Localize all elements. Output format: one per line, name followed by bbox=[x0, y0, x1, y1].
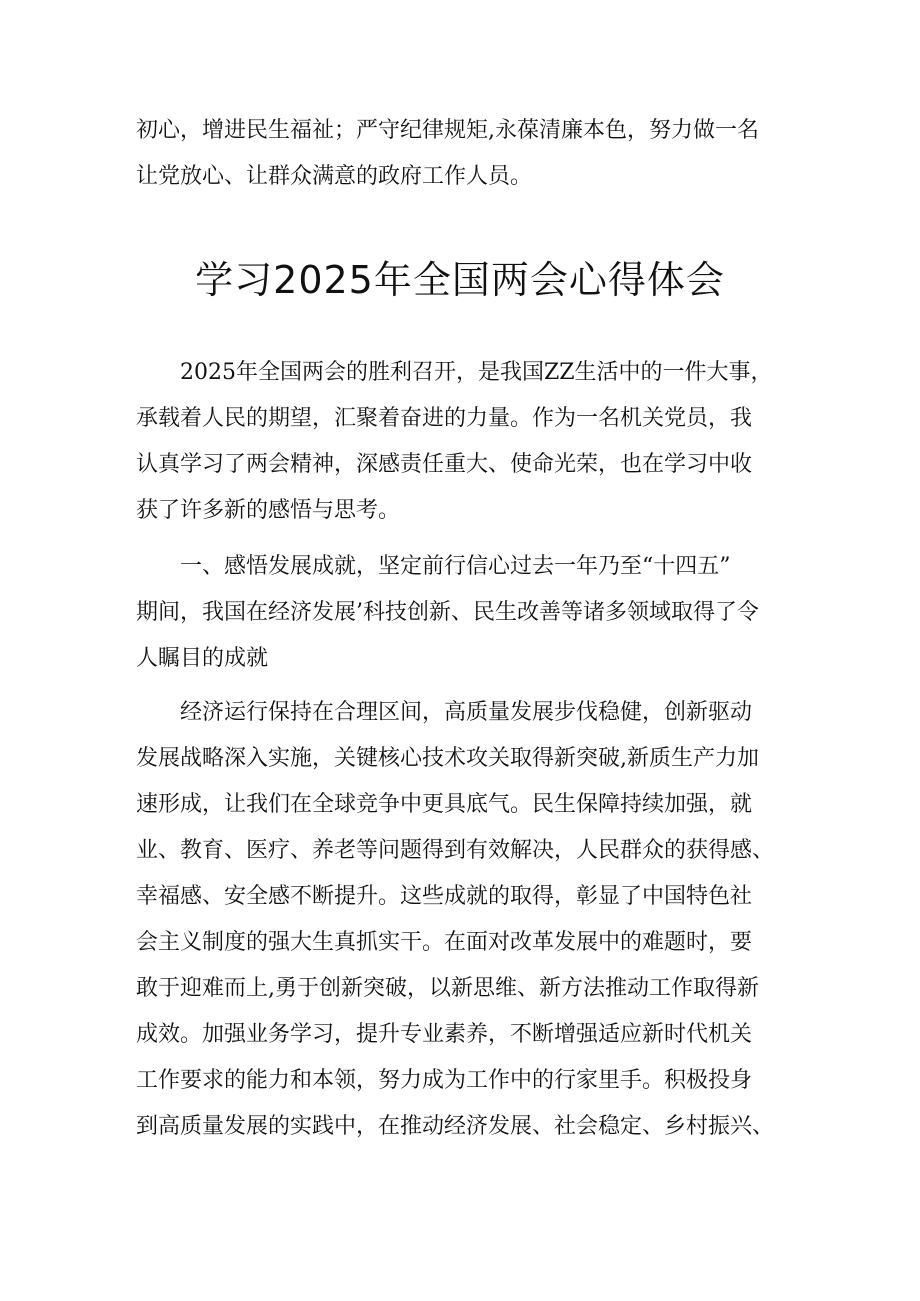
text-line: 幸福感、安全感不断提升。这些成就的取得，彰显了中国特色社 bbox=[136, 884, 753, 909]
text-line: 获了许多新的感悟与思考。 bbox=[136, 498, 401, 523]
text-line: 发展战略深入实施，关键核心技术攻关取得新突破,新质生产力加 bbox=[136, 746, 759, 771]
text-line: 一、感悟发展成就，坚定前行信心过去一年乃至“十四五” bbox=[180, 554, 731, 579]
text-line: 经济运行保持在合理区间，高质量发展步伐稳健，创新驱动 bbox=[180, 700, 753, 725]
paragraph-body bbox=[136, 690, 796, 1150]
document-title: 学习2025年全国两会心得体会 bbox=[195, 258, 725, 302]
continuation-paragraph bbox=[136, 108, 796, 200]
text-line: 到高质量发展的实践中，在推动经济发展、社会稳定、乡村振兴、 bbox=[136, 1114, 775, 1139]
text-line: 期间，我国在经济发展’科技创新、民生改善等诸多领域取得了令 bbox=[136, 600, 759, 625]
text-line: 2025年全国两会的胜利召开，是我国ZZ生活中的一件大事， bbox=[180, 360, 773, 385]
text-line: 承载着人民的期望，汇聚着奋进的力量。作为一名机关党员，我 bbox=[136, 406, 753, 431]
text-line: 人瞩目的成就 bbox=[136, 646, 269, 671]
paragraph-section-one-heading bbox=[136, 544, 796, 682]
text-line: 敢于迎难而上,勇于创新突破，以新思维、新方法推动工作取得新 bbox=[136, 976, 759, 1001]
text-line: 认真学习了两会精神，深感责任重大、使命光荣，也在学习中收 bbox=[136, 452, 753, 477]
text-line: 成效。加强业务学习，提升专业素养，不断增强适应新时代机关 bbox=[136, 1022, 753, 1047]
text-line: 工作要求的能力和本领，努力成为工作中的行家里手。积极投身 bbox=[136, 1068, 753, 1093]
paragraph-intro bbox=[136, 350, 796, 534]
text-line: 让党放心、让群众满意的政府工作人员。 bbox=[136, 164, 533, 189]
text-line: 业、教育、医疗、养老等问题得到有效解决，人民群众的获得感、 bbox=[136, 838, 775, 863]
text-line: 会主义制度的强大生真抓实干。在面对改革发展中的难题时，要 bbox=[136, 930, 753, 955]
text-line: 初心，增进民生福祉；严守纪律规矩,永葆清廉本色，努力做一名 bbox=[136, 118, 759, 143]
text-line: 速形成，让我们在全球竞争中更具底气。民生保障持续加强，就 bbox=[136, 792, 753, 817]
